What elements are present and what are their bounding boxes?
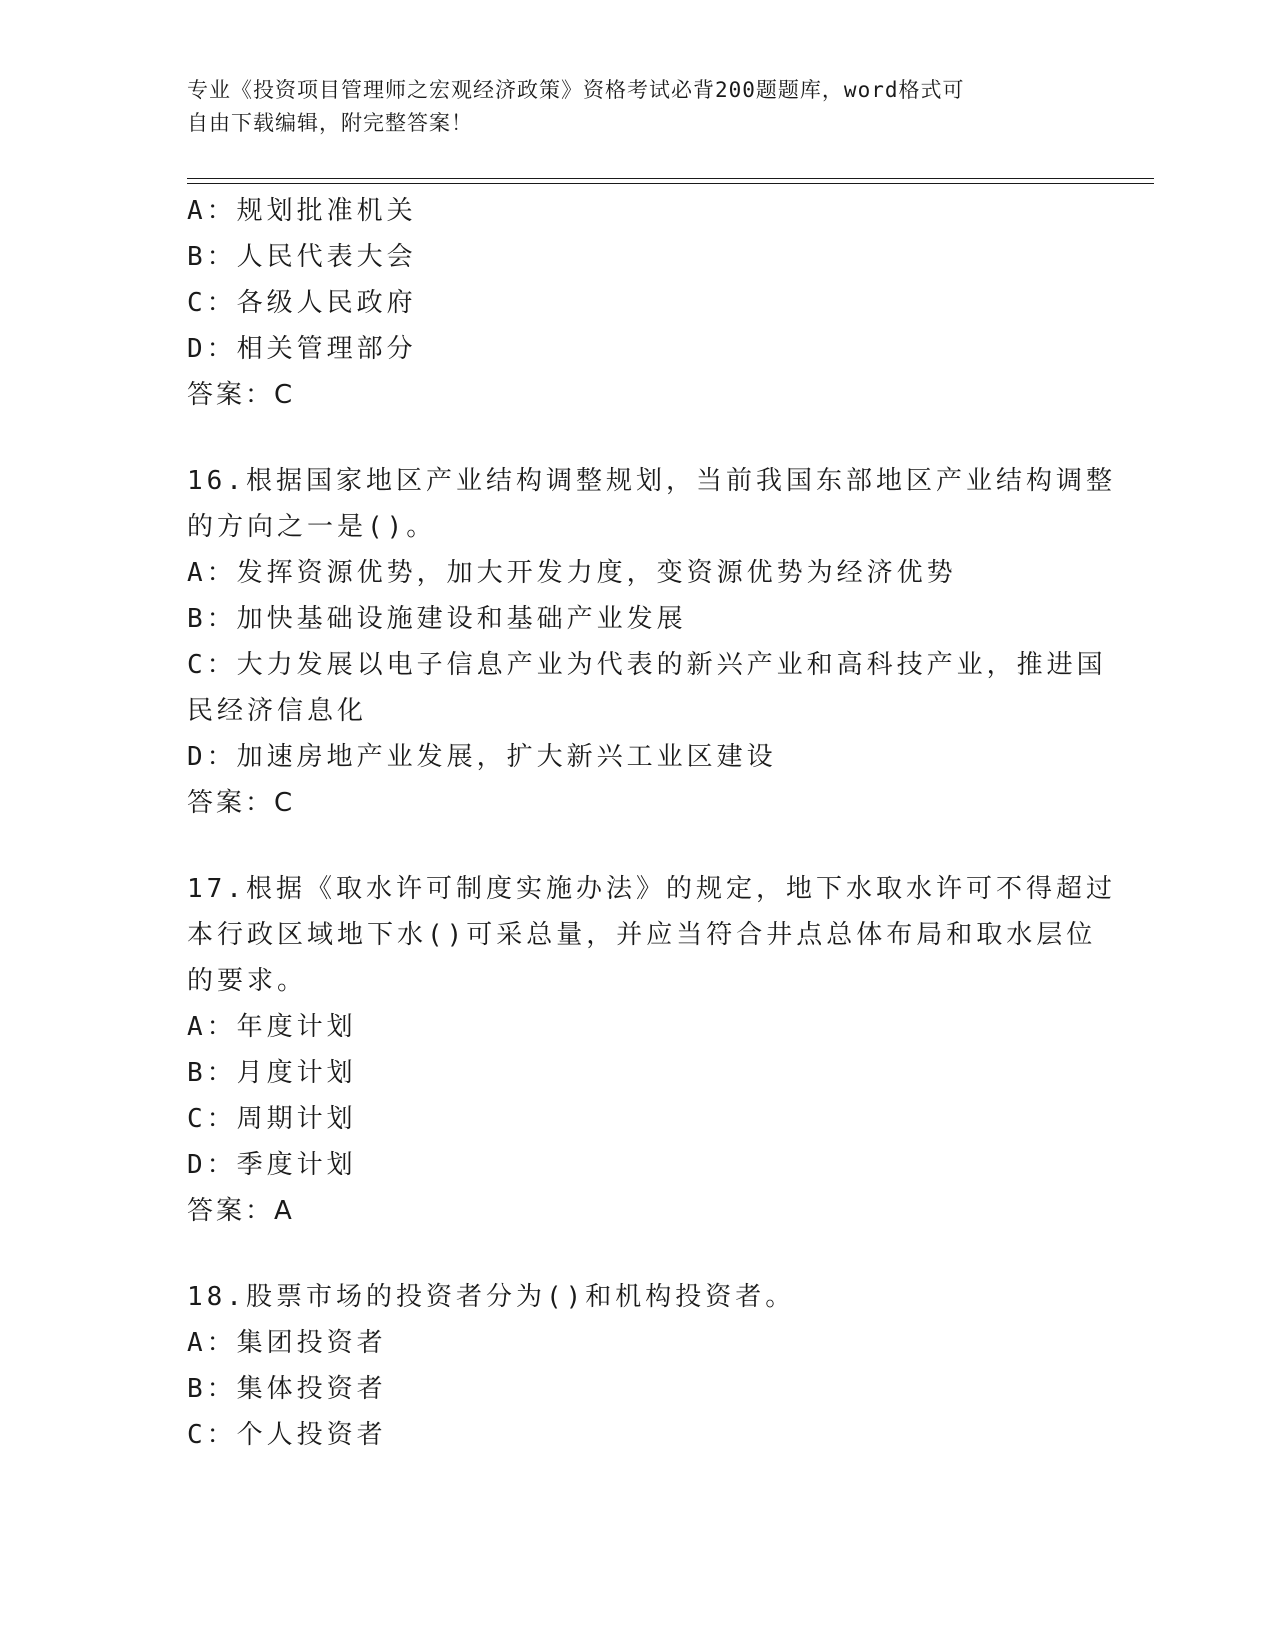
option-b: B：人民代表大会 — [187, 242, 417, 272]
spacer — [187, 826, 1087, 866]
option-b: B：集体投资者 — [187, 1374, 387, 1404]
option-d: D：加速房地产业发展，扩大新兴工业区建设 — [187, 742, 777, 772]
option-a: A：规划批准机关 — [187, 196, 417, 226]
option-c: C：个人投资者 — [187, 1420, 387, 1450]
option-a: A：发挥资源优势，加大开发力度，变资源优势为经济优势 — [187, 558, 957, 588]
header-rule-bottom — [187, 183, 1154, 184]
header-line-1: 专业《投资项目管理师之宏观经济政策》资格考试必背200题题库，word格式可 — [187, 78, 965, 102]
question-text-line-1: 16.根据国家地区产业结构调整规划，当前我国东部地区产业结构调整 — [187, 466, 1116, 496]
option-a: A：年度计划 — [187, 1012, 357, 1042]
question-text-line-1: 18.股票市场的投资者分为()和机构投资者。 — [187, 1282, 796, 1312]
document-header — [187, 74, 1067, 140]
option-c: C：周期计划 — [187, 1104, 357, 1134]
header-rule-top — [187, 178, 1154, 179]
option-d: D：季度计划 — [187, 1150, 357, 1180]
option-b: B：月度计划 — [187, 1058, 357, 1088]
question-text-line-2: 的方向之一是()。 — [187, 512, 437, 542]
question-15 — [187, 188, 1087, 418]
question-text-line-1: 17.根据《取水许可制度实施办法》的规定，地下水取水许可不得超过 — [187, 874, 1116, 904]
spacer — [187, 418, 1087, 458]
option-a: A：集团投资者 — [187, 1328, 387, 1358]
question-17 — [187, 866, 1116, 1234]
option-b: B：加快基础设施建设和基础产业发展 — [187, 604, 687, 634]
header-line-2: 自由下载编辑，附完整答案！ — [187, 111, 473, 135]
question-list — [187, 188, 1116, 1458]
answer: 答案：C — [187, 788, 296, 818]
spacer — [187, 1234, 1087, 1274]
answer: 答案：C — [187, 380, 296, 410]
answer: 答案：A — [187, 1196, 295, 1226]
option-d: D：相关管理部分 — [187, 334, 417, 364]
question-text-line-2: 本行政区域地下水()可采总量，并应当符合井点总体布局和取水层位 — [187, 920, 1097, 950]
question-18 — [187, 1274, 1087, 1458]
question-16 — [187, 458, 1116, 826]
option-c-line-2: 民经济信息化 — [187, 696, 368, 726]
option-c-line-1: C：大力发展以电子信息产业为代表的新兴产业和高科技产业，推进国 — [187, 650, 1107, 680]
question-text-line-3: 的要求。 — [187, 966, 308, 996]
option-c: C：各级人民政府 — [187, 288, 417, 318]
